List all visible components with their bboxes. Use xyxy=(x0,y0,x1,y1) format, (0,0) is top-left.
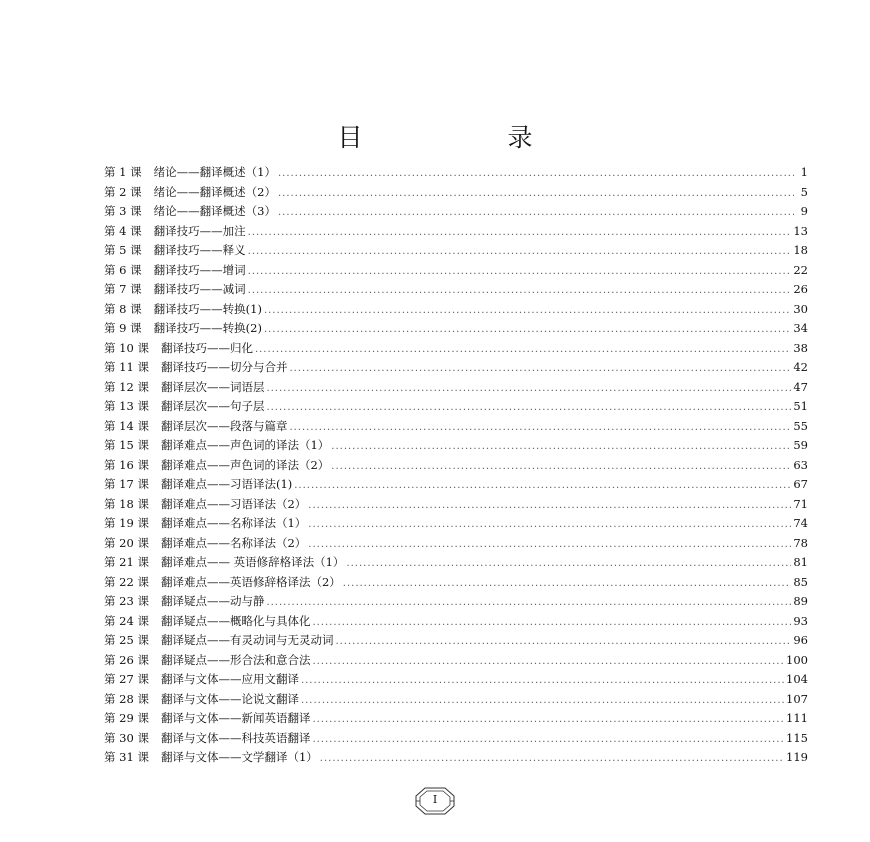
lesson-number: 第 22 课 xyxy=(104,574,149,589)
entry-title: 翻译难点——声色词的译法（2） xyxy=(160,457,330,472)
toc-entry[interactable] xyxy=(104,359,808,379)
page-number-ref: 78 xyxy=(793,535,808,550)
toc-entry[interactable] xyxy=(104,730,808,750)
lesson-number: 第 15 课 xyxy=(104,438,149,452)
lesson-number: 第 16 课 xyxy=(104,457,149,472)
lesson-number: 第 27 课 xyxy=(104,672,149,686)
toc-entry[interactable] xyxy=(104,574,808,594)
lesson-number: 第 7 课 xyxy=(104,282,142,296)
entry-title: 翻译与文体——新闻英语翻译 xyxy=(160,711,311,725)
dot-leader xyxy=(248,227,792,238)
toc-entry[interactable] xyxy=(104,554,808,574)
toc-entry[interactable] xyxy=(104,749,808,769)
entry-title: 翻译技巧——切分与合并 xyxy=(160,360,288,374)
page-number-ref: 107 xyxy=(786,691,808,706)
page-number-ref: 71 xyxy=(793,496,808,511)
page-number-ref: 111 xyxy=(786,711,808,725)
dot-leader xyxy=(308,500,791,511)
page-number-badge xyxy=(414,786,456,816)
dot-leader xyxy=(294,480,791,491)
dot-leader xyxy=(301,695,784,706)
page-number-ref: 81 xyxy=(793,555,808,569)
lesson-number: 第 20 课 xyxy=(104,535,149,550)
entry-title: 翻译与文体——应用文翻译 xyxy=(160,672,299,686)
dot-leader xyxy=(301,675,784,686)
dot-leader xyxy=(264,324,791,335)
toc-entry[interactable] xyxy=(104,281,808,301)
lesson-number: 第 10 课 xyxy=(104,340,149,355)
entry-title: 翻译疑点——动与静 xyxy=(160,594,265,608)
page-number-ref: 63 xyxy=(793,457,808,472)
dot-leader xyxy=(312,714,784,725)
entry-title: 翻译疑点——形合法和意合法 xyxy=(160,652,311,667)
dot-leader xyxy=(308,519,791,530)
dot-leader xyxy=(312,656,784,667)
toc-entry[interactable] xyxy=(104,691,808,711)
entry-title: 翻译技巧——释义 xyxy=(153,243,246,257)
lesson-number: 第 14 课 xyxy=(104,418,149,433)
toc-entry[interactable] xyxy=(104,632,808,652)
dot-leader xyxy=(343,578,792,589)
page-number-ref: 30 xyxy=(793,301,808,316)
lesson-number: 第 28 课 xyxy=(104,691,149,706)
lesson-number: 第 5 课 xyxy=(104,243,142,257)
entry-title: 翻译疑点——有灵动词与无灵动词 xyxy=(160,633,334,647)
toc-entry[interactable] xyxy=(104,710,808,730)
page-number-ref: 47 xyxy=(793,379,808,394)
lesson-number: 第 17 课 xyxy=(104,477,149,491)
page-number-ref: 85 xyxy=(793,574,808,589)
dot-leader xyxy=(308,539,791,550)
toc-entry[interactable] xyxy=(104,398,808,418)
lesson-number: 第 31 课 xyxy=(104,750,149,764)
toc-entry[interactable] xyxy=(104,457,808,477)
page-number-ref: 51 xyxy=(793,399,808,413)
lesson-number: 第 4 课 xyxy=(104,223,142,238)
entry-title: 翻译技巧——归化 xyxy=(160,340,253,355)
dot-leader xyxy=(289,422,791,433)
dot-leader xyxy=(346,558,791,569)
entry-title: 翻译难点——习语译法(1) xyxy=(160,477,293,491)
entry-title: 绪论——翻译概述（3） xyxy=(153,204,276,218)
entry-title: 翻译层次——段落与篇章 xyxy=(160,418,288,433)
toc-entry[interactable] xyxy=(104,476,808,496)
dot-leader xyxy=(278,207,794,218)
dot-leader xyxy=(266,597,791,608)
toc-entry[interactable] xyxy=(104,652,808,672)
toc-entry[interactable] xyxy=(104,593,808,613)
lesson-number: 第 12 课 xyxy=(104,379,149,394)
table-of-contents xyxy=(104,164,808,769)
toc-entry[interactable] xyxy=(104,320,808,340)
page-number-ref: 74 xyxy=(793,516,808,530)
page-number-ref: 93 xyxy=(793,613,808,628)
toc-entry[interactable] xyxy=(104,301,808,321)
toc-entry[interactable] xyxy=(104,671,808,691)
page-number-ref: 42 xyxy=(793,360,808,374)
entry-title: 绪论——翻译概述（1） xyxy=(153,165,276,179)
page-number-ref: 67 xyxy=(793,477,808,491)
entry-title: 翻译难点——声色词的译法（1） xyxy=(160,438,330,452)
toc-entry[interactable] xyxy=(104,164,808,184)
entry-title: 绪论——翻译概述（2） xyxy=(153,184,276,199)
page-number-ref: 26 xyxy=(793,282,808,296)
lesson-number: 第 21 课 xyxy=(104,555,149,569)
page-number-ref: 1 xyxy=(800,165,808,179)
entry-title: 翻译层次——句子层 xyxy=(160,399,265,413)
dot-leader xyxy=(331,461,791,472)
page-number-ref: 9 xyxy=(800,204,808,218)
dot-leader xyxy=(320,753,784,764)
entry-title: 翻译与文体——科技英语翻译 xyxy=(160,730,311,745)
page-number-ref: 13 xyxy=(793,223,808,238)
page-number-ref: 59 xyxy=(793,438,808,452)
dot-leader xyxy=(264,305,791,316)
entry-title: 翻译难点——习语译法（2） xyxy=(160,496,307,511)
page-number-ref: 18 xyxy=(793,243,808,257)
dot-leader xyxy=(312,734,784,745)
page-number-ref: 119 xyxy=(786,750,808,764)
toc-entry[interactable] xyxy=(104,184,808,204)
page-title: 目 录 xyxy=(337,123,593,152)
lesson-number: 第 13 课 xyxy=(104,399,149,413)
lesson-number: 第 18 课 xyxy=(104,496,149,511)
entry-title: 翻译技巧——加注 xyxy=(153,223,246,238)
entry-title: 翻译与文体——文学翻译（1） xyxy=(160,750,318,764)
lesson-number: 第 1 课 xyxy=(104,165,142,179)
toc-entry[interactable] xyxy=(104,535,808,555)
lesson-number: 第 11 课 xyxy=(104,360,149,374)
entry-title: 翻译与文体——论说文翻译 xyxy=(160,691,299,706)
toc-entry[interactable] xyxy=(104,515,808,535)
toc-entry[interactable] xyxy=(104,496,808,516)
entry-title: 翻译技巧——转换(1) xyxy=(153,301,262,316)
entry-title: 翻译难点—— 英语修辞格译法（1） xyxy=(160,555,345,569)
toc-entry[interactable] xyxy=(104,242,808,262)
page-number-ref: 89 xyxy=(793,594,808,608)
page-number-ref: 100 xyxy=(786,652,808,667)
lesson-number: 第 9 课 xyxy=(104,321,142,335)
lesson-number: 第 29 课 xyxy=(104,711,149,725)
dot-leader xyxy=(278,168,794,179)
lesson-number: 第 26 课 xyxy=(104,652,149,667)
lesson-number: 第 19 课 xyxy=(104,516,149,530)
entry-title: 翻译难点——英语修辞格译法（2） xyxy=(160,574,341,589)
page-number-ref: 38 xyxy=(793,340,808,355)
entry-title: 翻译技巧——转换(2) xyxy=(153,321,262,335)
dot-leader xyxy=(278,188,794,199)
dot-leader xyxy=(255,344,791,355)
dot-leader xyxy=(248,285,792,296)
page-number-ref: 55 xyxy=(793,418,808,433)
entry-title: 翻译技巧——减词 xyxy=(153,282,246,296)
dot-leader xyxy=(248,266,792,277)
lesson-number: 第 24 课 xyxy=(104,613,149,628)
page-number-ref: 115 xyxy=(786,730,808,745)
page-number-ref: 96 xyxy=(793,633,808,647)
entry-title: 翻译疑点——概略化与具体化 xyxy=(160,613,311,628)
page-number-ref: 34 xyxy=(793,321,808,335)
toc-entry[interactable] xyxy=(104,379,808,399)
toc-entry[interactable] xyxy=(104,223,808,243)
toc-entry[interactable] xyxy=(104,262,808,282)
lesson-number: 第 30 课 xyxy=(104,730,149,745)
dot-leader xyxy=(331,441,791,452)
entry-title: 翻译层次——词语层 xyxy=(160,379,265,394)
dot-leader xyxy=(266,402,791,413)
lesson-number: 第 6 课 xyxy=(104,262,142,277)
dot-leader xyxy=(248,246,792,257)
page-number-ref: 5 xyxy=(800,184,808,199)
lesson-number: 第 23 课 xyxy=(104,594,149,608)
lesson-number: 第 25 课 xyxy=(104,633,149,647)
page-number-ref: 22 xyxy=(793,262,808,277)
dot-leader xyxy=(266,383,791,394)
dot-leader xyxy=(312,617,791,628)
dot-leader xyxy=(289,363,791,374)
entry-title: 翻译难点——名称译法（1） xyxy=(160,516,307,530)
toc-entry[interactable] xyxy=(104,613,808,633)
page-number-ref: 104 xyxy=(786,672,808,686)
toc-entry[interactable] xyxy=(104,418,808,438)
lesson-number: 第 3 课 xyxy=(104,204,142,218)
lesson-number: 第 8 课 xyxy=(104,301,142,316)
entry-title: 翻译技巧——增词 xyxy=(153,262,246,277)
toc-entry[interactable] xyxy=(104,340,808,360)
dot-leader xyxy=(335,636,791,647)
toc-entry[interactable] xyxy=(104,437,808,457)
entry-title: 翻译难点——名称译法（2） xyxy=(160,535,307,550)
page-number: I xyxy=(432,793,438,806)
toc-entry[interactable] xyxy=(104,203,808,223)
lesson-number: 第 2 课 xyxy=(104,184,142,199)
